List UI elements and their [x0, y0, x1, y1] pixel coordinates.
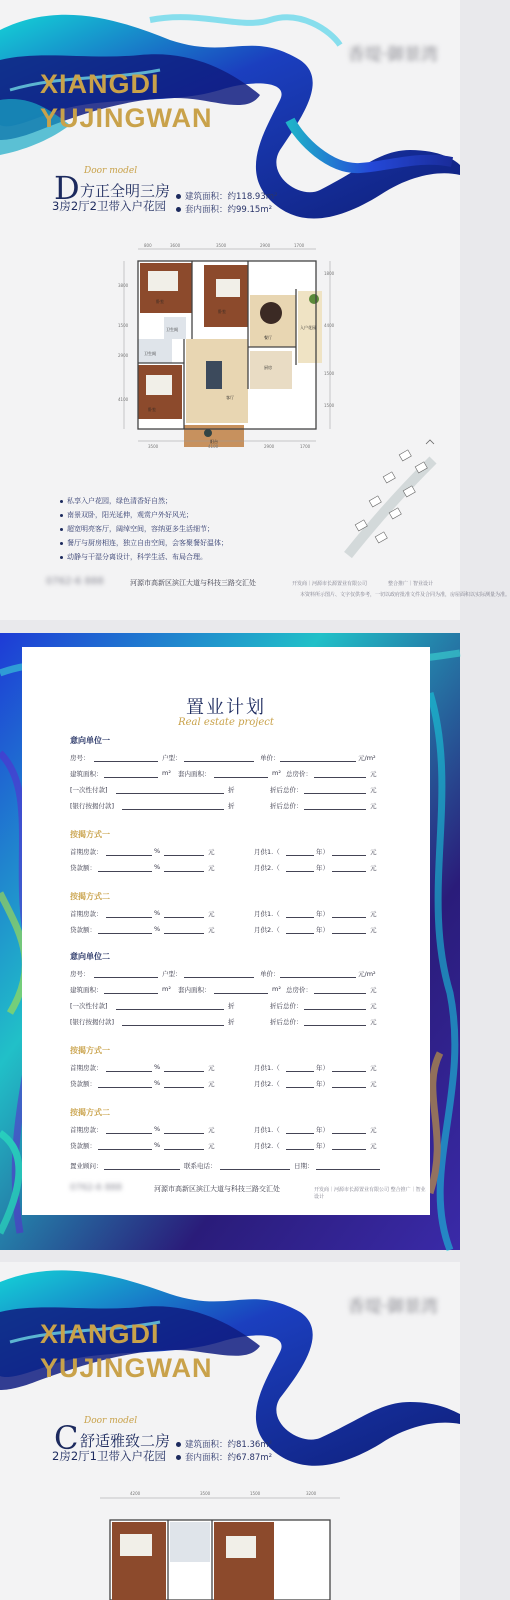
unit1-total-field[interactable]: [314, 777, 366, 778]
unit2-type-field[interactable]: [184, 977, 254, 978]
u1p2-month1-years[interactable]: [286, 917, 314, 918]
card-footer-address: 河源市高新区滨江大道与科技三路交汇处: [154, 1185, 280, 1193]
u1p2-month2-label: 月供2.（: [254, 926, 280, 934]
u2p2-loan-field[interactable]: [98, 1149, 152, 1150]
dim-left-3: 2900: [118, 353, 129, 358]
u2p2-loan-label: 贷款额：: [70, 1142, 96, 1150]
brand-name-en-line1: XIANGDI: [40, 1319, 160, 1349]
unit1-bank-after-field[interactable]: [304, 809, 366, 810]
room-kitchen: 厨房: [264, 365, 272, 370]
u1p2-month1-yuan: 元: [370, 910, 377, 918]
u1p1-down-yuan: 元: [208, 848, 215, 856]
unit1-type-label: 户型：: [162, 754, 182, 762]
u1p2-month1-label: 月供1.（: [254, 910, 280, 918]
u1p1-month2-year: 年）: [316, 864, 329, 872]
u2p2-down-pct: %: [154, 1125, 161, 1133]
room-dining: 餐厅: [264, 335, 272, 340]
contact-field[interactable]: [220, 1169, 290, 1170]
u1p2-month1-field[interactable]: [332, 917, 366, 918]
u2p1-loan-label: 贷款额：: [70, 1080, 96, 1088]
u1p2-month2-year: 年）: [316, 926, 329, 934]
u2p1-loan-field[interactable]: [98, 1087, 152, 1088]
u1p1-loan-amount[interactable]: [164, 871, 204, 872]
unit2-onetime-after-field[interactable]: [304, 1009, 366, 1010]
u2p2-month2-year: 年）: [316, 1142, 329, 1150]
consultant-label: 置业顾问：: [70, 1162, 103, 1170]
room-bath-1: 卫生间: [166, 327, 178, 332]
room-bath-2: 卫生间: [144, 351, 156, 356]
footer-phone: 0762-6 888: [46, 576, 104, 587]
unit2-inner-label: 套内面积：: [178, 986, 211, 994]
model-script: Door model: [84, 1416, 138, 1426]
model-title: 舒适雅致二房: [80, 1432, 171, 1450]
u1p2-down-field[interactable]: [106, 917, 152, 918]
purchase-plan-panel: [0, 633, 460, 1250]
dim-top-2: 3600: [170, 243, 181, 248]
room-living: 客厅: [226, 395, 234, 400]
room-bedroom-2: 卧室: [218, 309, 226, 314]
unit1-bank-after-label: 折后总价：: [270, 802, 303, 810]
dim-left-4: 4100: [118, 397, 129, 402]
brand-name-cn: 香堤·御景湾: [347, 45, 438, 65]
unit1-onetime-field[interactable]: [116, 793, 224, 794]
feature-3: 超宽明亮客厅，阔绰空间，容纳更多生活细节；: [60, 524, 214, 534]
unit2-bank-after-label: 折后总价：: [270, 1018, 303, 1026]
unit2-price-label: 单价：: [260, 970, 280, 978]
unit2-total-field[interactable]: [314, 993, 366, 994]
unit2-build-field[interactable]: [104, 993, 158, 994]
unit2-build-m2: m²: [162, 985, 171, 993]
contact-label: 联系电话：: [184, 1162, 217, 1170]
footer-agency: 整合推广｜智业设计: [388, 581, 434, 587]
floor-plan-d: [118, 243, 336, 448]
unit2-type-label: 户型：: [162, 970, 182, 978]
dim-left-1: 3800: [118, 283, 129, 288]
dim-right-1: 1800: [324, 271, 335, 276]
unit1-bank-field[interactable]: [122, 809, 224, 810]
u1p1-loan-label: 贷款额：: [70, 864, 96, 872]
u1p2-month1-year: 年）: [316, 910, 329, 918]
model-title: 方正全明三房: [80, 182, 171, 200]
date-label: 日期：: [294, 1162, 314, 1170]
unit1-price-field[interactable]: [280, 761, 356, 762]
u2p1-down-pct: %: [154, 1063, 161, 1071]
card-footer-phone: 0762-6 888: [70, 1183, 122, 1193]
unit2-price-unit: 元/m²: [358, 970, 376, 978]
floor-plan-c: [90, 1490, 350, 1600]
unit1-heading: 意向单位一: [70, 736, 110, 745]
brand-name-en-line2: YUJINGWAN: [40, 103, 213, 133]
u1p2-loan-label: 贷款额：: [70, 926, 96, 934]
dim-right-2: 4400: [324, 323, 335, 328]
unit2-build-label: 建筑面积：: [70, 986, 103, 994]
footer-address: 河源市高新区滨江大道与科技三路交汇处: [130, 579, 256, 587]
dim-left-2: 1500: [118, 323, 129, 328]
floorplan-c-panel: [0, 1262, 460, 1600]
dim-right-3: 1500: [324, 371, 335, 376]
u2p2-month1-year: 年）: [316, 1126, 329, 1134]
dim-top-1: 4200: [130, 1491, 141, 1496]
feature-2: 南景双卧，阳光延伸，观赏户外好风光；: [60, 510, 193, 520]
unit2-bank-yuan: 元: [370, 1018, 377, 1026]
u2p2-month1-field[interactable]: [332, 1133, 366, 1134]
unit2-room-field[interactable]: [94, 977, 158, 978]
unit2-total-yuan: 元: [370, 986, 377, 994]
u2p2-loan-pct: %: [154, 1141, 161, 1149]
u2p1-down-yuan: 元: [208, 1064, 215, 1072]
dim-top-5: 1700: [294, 243, 305, 248]
dim-right-4: 1500: [324, 403, 335, 408]
brand-name-en-line1: XIANGDI: [40, 69, 160, 99]
u1p1-down-field[interactable]: [106, 855, 152, 856]
u2p1-down-label: 首期房款：: [70, 1064, 103, 1072]
u2p2-month1-label: 月供1.（: [254, 1126, 280, 1134]
unit1-room-label: 房号：: [70, 754, 90, 762]
u1p1-month2-years[interactable]: [286, 871, 314, 872]
unit2-heading: 意向单位二: [70, 952, 110, 961]
u1p1-month2-field[interactable]: [332, 871, 366, 872]
u2p1-month1-field[interactable]: [332, 1071, 366, 1072]
brand-name-en-line2: YUJINGWAN: [40, 1353, 213, 1383]
unit1-inner-label: 套内面积：: [178, 770, 211, 778]
u1p1-month1-field[interactable]: [332, 855, 366, 856]
u2p1-month1-years[interactable]: [286, 1071, 314, 1072]
unit1-inner-m2: m²: [272, 769, 281, 777]
inner-area: 套内面积：约99.15m²: [176, 203, 272, 215]
unit1-total-label: 总房价：: [286, 770, 312, 778]
unit2-bank-after-field[interactable]: [304, 1025, 366, 1026]
u1p2-down-label: 首期房款：: [70, 910, 103, 918]
u2p2-down-amount[interactable]: [164, 1133, 204, 1134]
unit1-price-label: 单价：: [260, 754, 280, 762]
unit1-bank-label: [银行按揭付款]: [70, 802, 115, 810]
u1p1-month2-label: 月供2.（: [254, 864, 280, 872]
u1p1-loan-pct: %: [154, 863, 161, 871]
dim-top-1: 800: [144, 243, 152, 248]
date-field[interactable]: [316, 1169, 380, 1170]
site-location-map: [338, 440, 448, 570]
u1p2-loan-yuan: 元: [208, 926, 215, 934]
unit1-onetime-after-field[interactable]: [304, 793, 366, 794]
u1p1-loan-yuan: 元: [208, 864, 215, 872]
u2p2-down-field[interactable]: [106, 1133, 152, 1134]
room-balcony: 阳台: [210, 439, 218, 444]
unit1-type-field[interactable]: [184, 761, 254, 762]
model-script: Door model: [84, 166, 138, 176]
dim-top-3: 3500: [216, 243, 227, 248]
dim-top-3: 1500: [250, 1491, 261, 1496]
u1p1-down-pct: %: [154, 847, 161, 855]
brand-name-cn: 香堤·御景湾: [347, 1297, 438, 1317]
u1p1-month1-label: 月供1.（: [254, 848, 280, 856]
model-subtitle: 2房2厅1卫带入户花园: [52, 1449, 166, 1463]
consultant-field[interactable]: [104, 1169, 180, 1170]
floorplan-d-panel: [0, 0, 510, 620]
unit2-bank-label: [银行按揭付款]: [70, 1018, 115, 1026]
model-letter: C: [54, 1419, 79, 1457]
unit1-build-m2: m²: [162, 769, 171, 777]
room-bedroom-1: 卧室: [156, 299, 164, 304]
unit2-room-label: 房号：: [70, 970, 90, 978]
u2p2-month2-yuan: 元: [370, 1142, 377, 1150]
card-subtitle: Real estate project: [178, 717, 274, 728]
u1p2-loan-field[interactable]: [98, 933, 152, 934]
u1p1-down-amount[interactable]: [164, 855, 204, 856]
unit1-onetime-yuan: 元: [370, 786, 377, 794]
card-title: 置业计划: [186, 697, 266, 718]
model-subtitle: 3房2厅2卫带入户花园: [52, 199, 166, 213]
unit2-inner-m2: m²: [272, 985, 281, 993]
u2p1-month2-yuan: 元: [370, 1080, 377, 1088]
u2p1-loan-amount[interactable]: [164, 1087, 204, 1088]
unit2-onetime-yuan: 元: [370, 1002, 377, 1010]
unit2-bank-discount: 折: [228, 1018, 235, 1026]
u2p1-loan-pct: %: [154, 1079, 161, 1087]
u2p2-month1-yuan: 元: [370, 1126, 377, 1134]
dim-bottom-2: 4100: [208, 444, 219, 449]
unit1-onetime-discount: 折: [228, 786, 235, 794]
u1p2-loan-pct: %: [154, 925, 161, 933]
u2p1-down-field[interactable]: [106, 1071, 152, 1072]
unit1-build-field[interactable]: [104, 777, 158, 778]
unit2-total-label: 总房价：: [286, 986, 312, 994]
unit1-price-unit: 元/m²: [358, 754, 376, 762]
unit2-onetime-label: [一次性付款]: [70, 1002, 108, 1010]
unit2-onetime-discount: 折: [228, 1002, 235, 1010]
dim-top-2: 3500: [200, 1491, 211, 1496]
build-area: 建筑面积：约118.93m²: [176, 190, 277, 202]
build-area: 建筑面积：约81.36m²: [176, 1438, 272, 1450]
inner-area: 套内面积：约67.87m²: [176, 1451, 272, 1463]
u2p1-month2-year: 年）: [316, 1080, 329, 1088]
u1p2-down-pct: %: [154, 909, 161, 917]
unit1-onetime-label: [一次性付款]: [70, 786, 108, 794]
u2p2-down-label: 首期房款：: [70, 1126, 103, 1134]
unit1-bank-discount: 折: [228, 802, 235, 810]
u2p2-loan-amount[interactable]: [164, 1149, 204, 1150]
u1p2-month2-field[interactable]: [332, 933, 366, 934]
u2p2-month2-field[interactable]: [332, 1149, 366, 1150]
u2p2-month2-years[interactable]: [286, 1149, 314, 1150]
u2p2-loan-yuan: 元: [208, 1142, 215, 1150]
unit2-inner-field[interactable]: [214, 993, 268, 994]
unit2-plan2-heading: 按揭方式二: [70, 1108, 110, 1117]
dim-top-4: 3200: [306, 1491, 317, 1496]
unit2-price-field[interactable]: [280, 977, 356, 978]
room-garden: 入户花园: [300, 325, 316, 330]
dim-bottom-3: 2900: [264, 444, 275, 449]
unit2-plan1-heading: 按揭方式一: [70, 1046, 110, 1055]
u2p1-month1-year: 年）: [316, 1064, 329, 1072]
u1p1-down-label: 首期房款：: [70, 848, 103, 856]
u1p2-month2-yuan: 元: [370, 926, 377, 934]
dim-top-4: 2900: [260, 243, 271, 248]
feature-5: 动静与干湿分离设计，科学生活、布局合理。: [60, 552, 207, 562]
footer-disclaimer: 本资料所示图片、文字仅供参考，一切以政府批准文件及合同为准，房屋面积以实际测量为准。: [300, 592, 510, 598]
u1p1-loan-field[interactable]: [98, 871, 152, 872]
unit2-bank-field[interactable]: [122, 1025, 224, 1026]
u1p1-month1-yuan: 元: [370, 848, 377, 856]
dim-bottom-1: 3500: [148, 444, 159, 449]
room-bedroom-3: 卧室: [148, 407, 156, 412]
unit1-plan2-heading: 按揭方式二: [70, 892, 110, 901]
u1p2-down-amount[interactable]: [164, 917, 204, 918]
u2p1-month1-yuan: 元: [370, 1064, 377, 1072]
u1p2-loan-amount[interactable]: [164, 933, 204, 934]
u1p1-month2-yuan: 元: [370, 864, 377, 872]
u2p2-down-yuan: 元: [208, 1126, 215, 1134]
unit1-plan1-heading: 按揭方式一: [70, 830, 110, 839]
unit1-bank-yuan: 元: [370, 802, 377, 810]
u2p2-month1-years[interactable]: [286, 1133, 314, 1134]
u2p1-month1-label: 月供1.（: [254, 1064, 280, 1072]
purchase-plan-card: [22, 647, 430, 1215]
u2p1-month2-years[interactable]: [286, 1087, 314, 1088]
u2p1-loan-yuan: 元: [208, 1080, 215, 1088]
unit1-room-field[interactable]: [94, 761, 158, 762]
unit1-inner-field[interactable]: [214, 777, 268, 778]
unit1-build-label: 建筑面积：: [70, 770, 103, 778]
unit2-onetime-field[interactable]: [116, 1009, 224, 1010]
model-letter: D: [54, 169, 80, 207]
u2p1-month2-field[interactable]: [332, 1087, 366, 1088]
dim-bottom-4: 1700: [300, 444, 311, 449]
unit1-onetime-after-label: 折后总价：: [270, 786, 303, 794]
feature-4: 餐厅与厨房相连，独立自由空间，会客聚餐好温体；: [60, 538, 228, 548]
u1p1-month1-year: 年）: [316, 848, 329, 856]
u1p2-month2-years[interactable]: [286, 933, 314, 934]
u2p1-down-amount[interactable]: [164, 1071, 204, 1072]
feature-1: 私享入户花园，绿色清香好自然；: [60, 496, 172, 506]
unit2-onetime-after-label: 折后总价：: [270, 1002, 303, 1010]
u1p2-down-yuan: 元: [208, 910, 215, 918]
u2p2-month2-label: 月供2.（: [254, 1142, 280, 1150]
u2p1-month2-label: 月供2.（: [254, 1080, 280, 1088]
footer-developer: 开发商｜河源市长源置业有限公司: [292, 581, 368, 587]
card-footer-developer: 开发商｜河源市长源置业有限公司 整合推广｜智业设计: [314, 1187, 426, 1200]
u1p1-month1-years[interactable]: [286, 855, 314, 856]
unit1-total-yuan: 元: [370, 770, 377, 778]
